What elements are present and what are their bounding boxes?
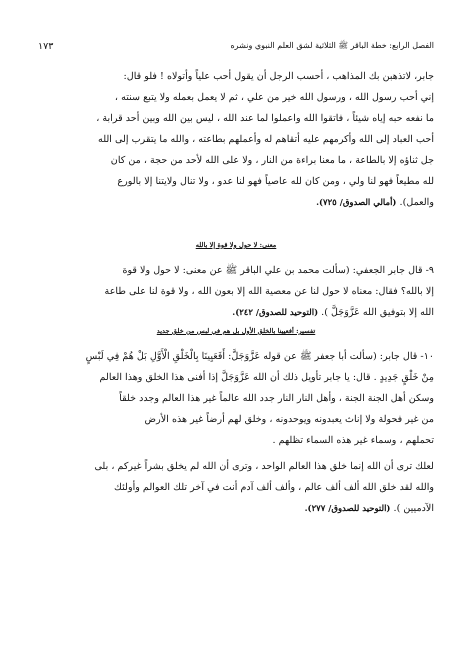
text-line: ١٠- قال جابر: (سألت أبا جعفر ﷺ عن قوله عَزَّوَجَلَّ: أَفَعَيِينَا بِالْخَلْقِ الْأَوَّلِ بَلْ هُمْ فِي لَبْسٍ [85, 351, 434, 362]
section-heading: معنى: لا حول ولا قوة إلا بالله [195, 241, 277, 249]
source-reference: (التوحيد للصدوق/ ٢٧٧). [304, 504, 391, 514]
text-line: إني أحب رسول الله ، ورسول الله خير من علي ، ثم لا يعمل بعمله ولا يتبع سنته ، [114, 92, 434, 103]
text-line [38, 192, 434, 213]
text-line: والله لقد خلق الله ألف ألف عالم ، وألف ألف آدم أنت في آخر تلك العوالم وأولئك [114, 482, 434, 493]
paragraph-2 [38, 260, 434, 323]
header-title: الفصل الرابع: خطة الباقر ﷺ الثلاثية لشق العلم النبوي ونشره [230, 41, 434, 50]
paragraph-1 [38, 66, 434, 213]
text-fragment: والعمل). [399, 197, 434, 208]
page-number: ١٧٣ [38, 40, 54, 52]
text-line: أحب العباد إلى الله وأكرمهم عليه أتقاهم له وأعملهم بطاعته ، والله ما يتقرب إلى الله [98, 134, 434, 145]
text-line: إلا بالله؟ فقال: معناه لا حول لنا عن معصية الله إلا بعون الله ، ولا قوة لنا على طاعة [104, 286, 434, 297]
section-heading: تفسير: أفعيينا بالخلق الأول بل هم في لبس من خلق جديد [156, 327, 316, 335]
text-line: جابر، لاتذهبن بك المذاهب ، أحسب الرجل أن يقول أحب علياً وأتولاه ! فلو قال: [123, 71, 434, 82]
text-line: مِنْ خَلْقٍ جَدِيدٍ . قال: يا جابر تأويل ذلك أن الله عَزَّوَجَلَّ إذا أفنى هذا الخلق وهذا العالم [99, 372, 434, 383]
running-header [38, 38, 434, 54]
text-line: ٩- قال جابر الجعفي: (سألت محمد بن علي الباقر ﷺ عن معنى: لا حول ولا قوة [122, 265, 434, 276]
book-page [38, 38, 434, 638]
text-line [38, 498, 434, 519]
text-line: من غير فحولة ولا إناث يعبدونه ويوحدونه ، وخلق لهم أرضاً غير هذه الأرض [144, 414, 434, 425]
text-line: لعلك ترى أن الله إنما خلق هذا العالم الواحد ، وترى أن الله لم يخلق بشراً غيركم ، بلى [94, 461, 434, 472]
text-fragment: الله إلا بتوفيق الله عَزَّوَجَلَّ ). [321, 307, 434, 318]
text-fragment: الآدميين ). [393, 503, 434, 514]
text-line: لله مطيعاً فهو لنا ولي ، ومن كان لله عاصياً فهو لنا عدو ، ولا تنال ولايتنا إلا بالورع [117, 176, 434, 187]
text-line: تحملهم ، وسماء غير هذه السماء تظلهم . [272, 435, 434, 446]
text-line: وسكن أهل الجنة الجنة ، وأهل النار النار جدد الله عالماً غير هذا العالم وجدد خلقاً [119, 393, 434, 404]
source-reference: (التوحيد للصدوق/ ٢٤٢). [232, 308, 319, 318]
source-reference: (أمالي الصدوق/ ٧٢٥). [316, 198, 397, 208]
text-line [38, 302, 434, 323]
text-line: ما نفعه حبه إياه شيئاً ، فاتقوا الله واعملوا لما عند الله ، ليس بين الله وبين أحد قرابة ، [96, 113, 434, 124]
text-line: جل ثناؤه إلا بالطاعة ، ما معنا براءة من النار ، ولا على الله لأحد من حجة ، من كان [110, 155, 434, 166]
paragraph-4 [38, 456, 434, 519]
paragraph-3 [38, 346, 434, 451]
